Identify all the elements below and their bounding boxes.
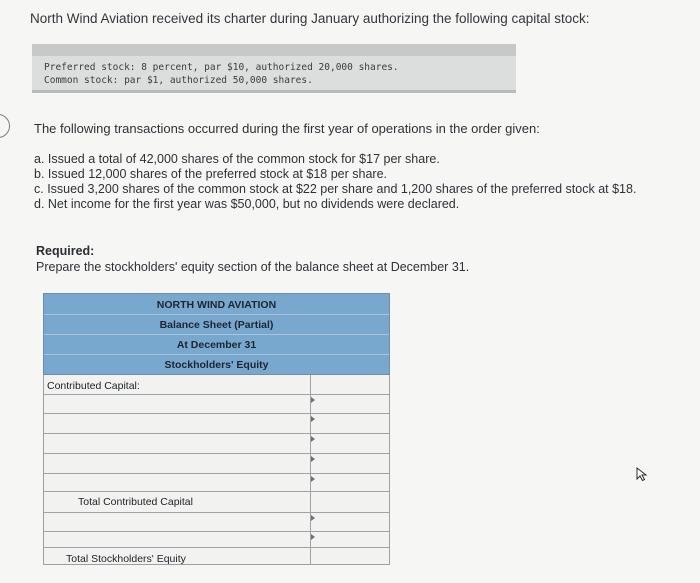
- code-line-common: Common stock: par $1, authorized 50,000 shares.: [44, 75, 313, 86]
- mouse-pointer-icon: [634, 466, 650, 482]
- account-input[interactable]: [45, 395, 309, 412]
- row-arrow-icon: [311, 397, 315, 403]
- total-contributed-label: Total Contributed Capital: [78, 496, 193, 508]
- transaction-a: a. Issued a total of 42,000 shares of the common stock for $17 per share.: [34, 152, 440, 166]
- total-contributed-amount-input[interactable]: [311, 492, 388, 511]
- account-input[interactable]: [45, 513, 309, 530]
- amount-input[interactable]: [311, 434, 388, 452]
- statement-date: At December 31: [176, 339, 257, 351]
- row-arrow-icon: [311, 436, 315, 442]
- required-title: Required:: [36, 244, 95, 258]
- code-box-divider: [32, 90, 516, 93]
- account-input[interactable]: [45, 454, 309, 472]
- transaction-d: d. Net income for the first year was $50,000, but no dividends were declared.: [34, 197, 460, 211]
- row-arrow-icon: [311, 534, 315, 540]
- amount-input[interactable]: [311, 454, 388, 472]
- heading-divider: [44, 314, 389, 315]
- amount-input[interactable]: [311, 513, 388, 530]
- amount-input[interactable]: [311, 532, 388, 546]
- amount-input[interactable]: [311, 474, 388, 490]
- row-arrow-icon: [311, 476, 315, 482]
- statement-name: Balance Sheet (Partial): [159, 319, 274, 331]
- company-name: NORTH WIND AVIATION: [156, 299, 277, 311]
- code-line-preferred: Preferred stock: 8 percent, par $10, authorized 20,000 shares.: [44, 62, 399, 73]
- section-name: Stockholders' Equity: [164, 359, 269, 371]
- account-input[interactable]: [45, 474, 309, 490]
- amount-input[interactable]: [311, 414, 388, 432]
- heading-divider: [44, 334, 389, 335]
- account-input[interactable]: [45, 532, 309, 546]
- amount-input[interactable]: [311, 395, 388, 412]
- required-text: Prepare the stockholders' equity section of the balance sheet at December 31.: [36, 260, 470, 274]
- heading-divider: [44, 354, 389, 355]
- transaction-c: c. Issued 3,200 shares of the common stock at $22 per share and 1,200 shares of the preferred stock at $18.: [34, 182, 637, 196]
- row-arrow-icon: [311, 456, 315, 462]
- column-divider: [389, 375, 390, 564]
- side-circle-icon: [0, 114, 10, 138]
- account-input[interactable]: [45, 414, 309, 432]
- row-arrow-icon: [311, 515, 315, 521]
- problem-header: North Wind Aviation received its charter during January authorizing the following capital stock:: [30, 11, 590, 26]
- contributed-capital-label: Contributed Capital:: [47, 380, 140, 392]
- row-arrow-icon: [311, 416, 315, 422]
- total-equity-amount-input[interactable]: [311, 548, 388, 564]
- transaction-b: b. Issued 12,000 shares of the preferred stock at $18 per share.: [34, 167, 387, 181]
- total-equity-label: Total Stockholders' Equity: [66, 553, 186, 565]
- account-input[interactable]: [45, 434, 309, 452]
- intro-text: The following transactions occurred during the first year of operations in the order given:: [34, 121, 540, 136]
